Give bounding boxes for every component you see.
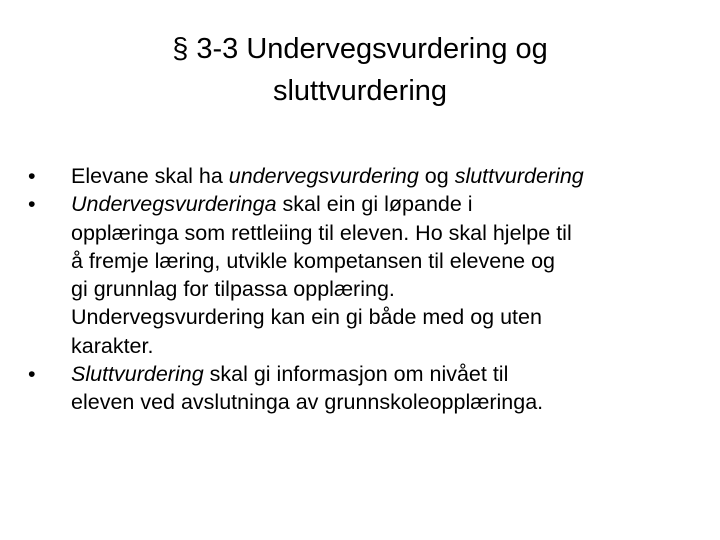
slide-title: [60, 28, 660, 112]
bullet-item: [28, 162, 700, 190]
text-segment: karakter.: [71, 333, 154, 358]
slide-title-line: sluttvurdering: [272, 75, 448, 107]
bullet-text: [71, 360, 700, 417]
slide-title-line: § 3-3 Undervegsvurdering og: [172, 33, 548, 65]
bullet-text: [71, 162, 700, 190]
bullet-marker: •: [28, 192, 36, 217]
text-segment: eleven ved avslutninga av grunnskoleopplæringa.: [71, 390, 544, 415]
text-segment: skal ein gi løpande i: [276, 192, 473, 217]
emphasized-term: Undervegsvurderinga: [71, 192, 277, 217]
bullet-line: [71, 162, 700, 190]
emphasized-term: sluttvurdering: [454, 164, 584, 188]
bullet-line: [71, 332, 700, 360]
text-segment: Elevane skal ha: [71, 164, 229, 188]
bullet-line: [71, 360, 700, 388]
bullet-line: [71, 388, 700, 416]
text-segment: gi grunnlag for tilpassa opplæring.: [71, 277, 395, 302]
bullet-line: [71, 190, 700, 218]
text-segment: opplæringa som rettleiing til eleven. Ho skal hjelpe til: [71, 220, 572, 245]
text-segment: skal gi informasjon om nivået til: [203, 362, 509, 387]
text-segment: Undervegsvurdering kan ein gi både med og uten: [71, 305, 542, 330]
text-segment: og: [418, 164, 455, 188]
bullet-item: [28, 360, 700, 417]
bullet-marker: •: [28, 362, 36, 387]
bullet-line: [71, 303, 700, 331]
bullet-marker: •: [28, 164, 36, 188]
emphasized-term: undervegsvurdering: [228, 164, 419, 188]
bullet-line: [71, 219, 700, 247]
emphasized-term: Sluttvurdering: [71, 362, 204, 387]
bullet-text: [71, 190, 700, 360]
bullet-line: [71, 275, 700, 303]
text-segment: å fremje læring, utvikle kompetansen til elevene og: [71, 248, 556, 273]
bullet-item: [28, 190, 700, 360]
bullet-list: [28, 162, 700, 417]
bullet-line: [71, 247, 700, 275]
